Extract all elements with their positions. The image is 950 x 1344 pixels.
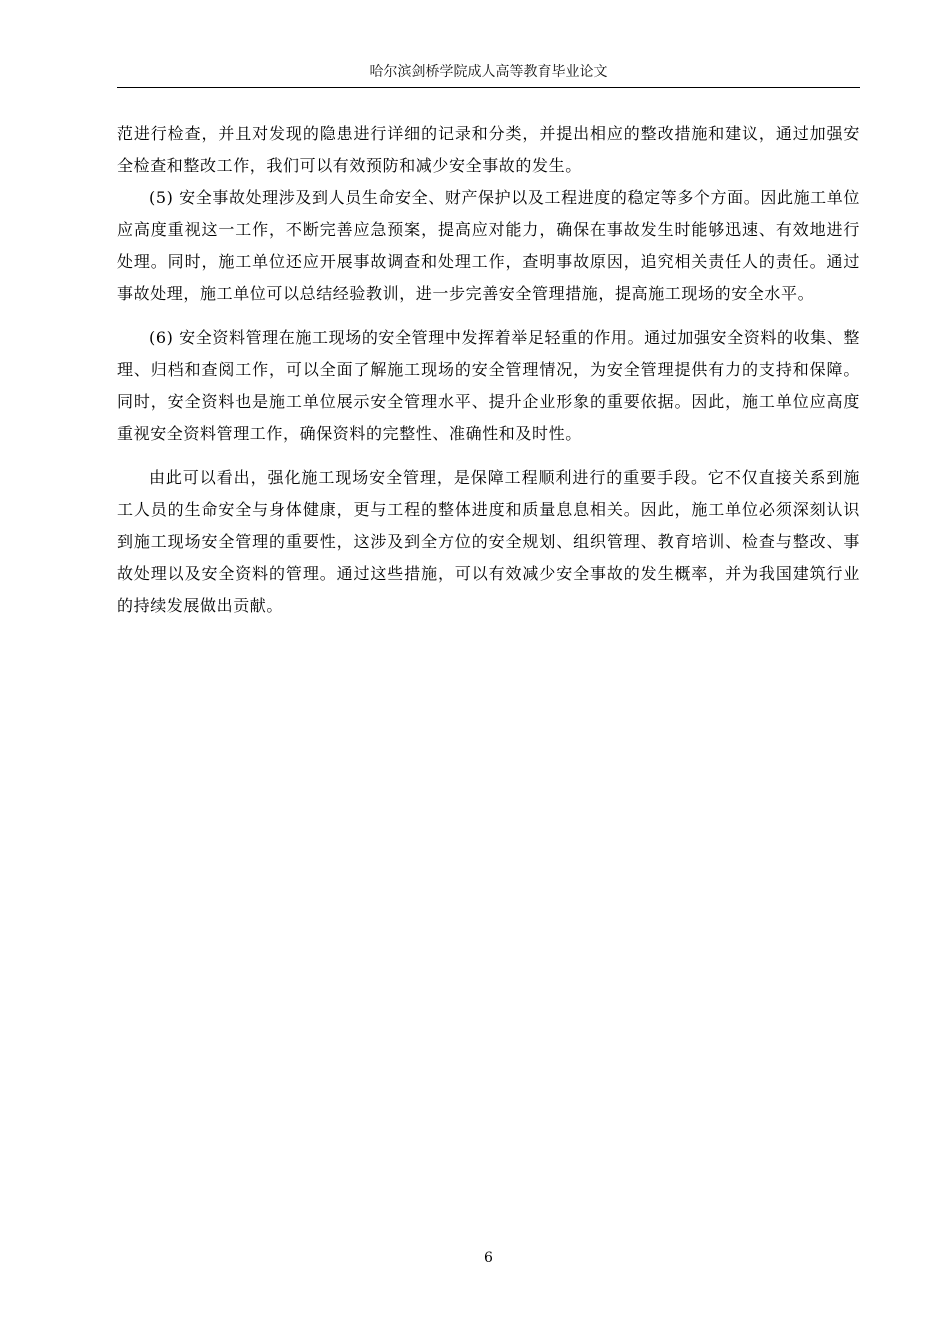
paragraph-continuation: 范进行检查，并且对发现的隐患进行详细的记录和分类，并提出相应的整改措施和建议，通过加强安全检查和整改工作，我们可以有效预防和减少安全事故的发生。 (117, 124, 860, 175)
header-divider (117, 87, 860, 88)
paragraph-conclusion: 由此可以看出，强化施工现场安全管理，是保障工程顺利进行的重要手段。它不仅直接关系到施工人员的生命安全与身体健康，更与工程的整体进度和质量息息相关。因此，施工单位必须深刻认识到施工现场安全管理的重要性，这涉及到全方位的安全规划、组织管理、教育培训、检查与整改、事故处理以及安全资料的管理。通过这些措施，可以有效减少安全事故的发生概率，并为我国建筑行业的持续发展做出贡献。 (117, 468, 860, 615)
page-header: 哈尔滨剑桥学院成人高等教育毕业论文 (369, 64, 608, 80)
paragraph-item-6: (6) 安全资料管理在施工现场的安全管理中发挥着举足轻重的作用。通过加强安全资料的收集、整理、归档和查阅工作，可以全面了解施工现场的安全管理情况，为安全管理提供有力的支持和保障。同时，安全资料也是施工单位展示安全管理水平、提升企业形象的重要依据。因此，施工单位应高度重视安全资料管理工作，确保资料的完整性、准确性和及时性。 (117, 328, 860, 443)
body-text (117, 118, 860, 622)
page-number: 6 (484, 1250, 493, 1266)
paragraph-item-5: (5) 安全事故处理涉及到人员生命安全、财产保护以及工程进度的稳定等多个方面。因此施工单位应高度重视这一工作，不断完善应急预案，提高应对能力，确保在事故发生时能够迅速、有效地进行处理。同时，施工单位还应开展事故调查和处理工作，查明事故原因，追究相关责任人的责任。通过事故处理，施工单位可以总结经验教训，进一步完善安全管理措施，提高施工现场的安全水平。 (117, 188, 860, 303)
